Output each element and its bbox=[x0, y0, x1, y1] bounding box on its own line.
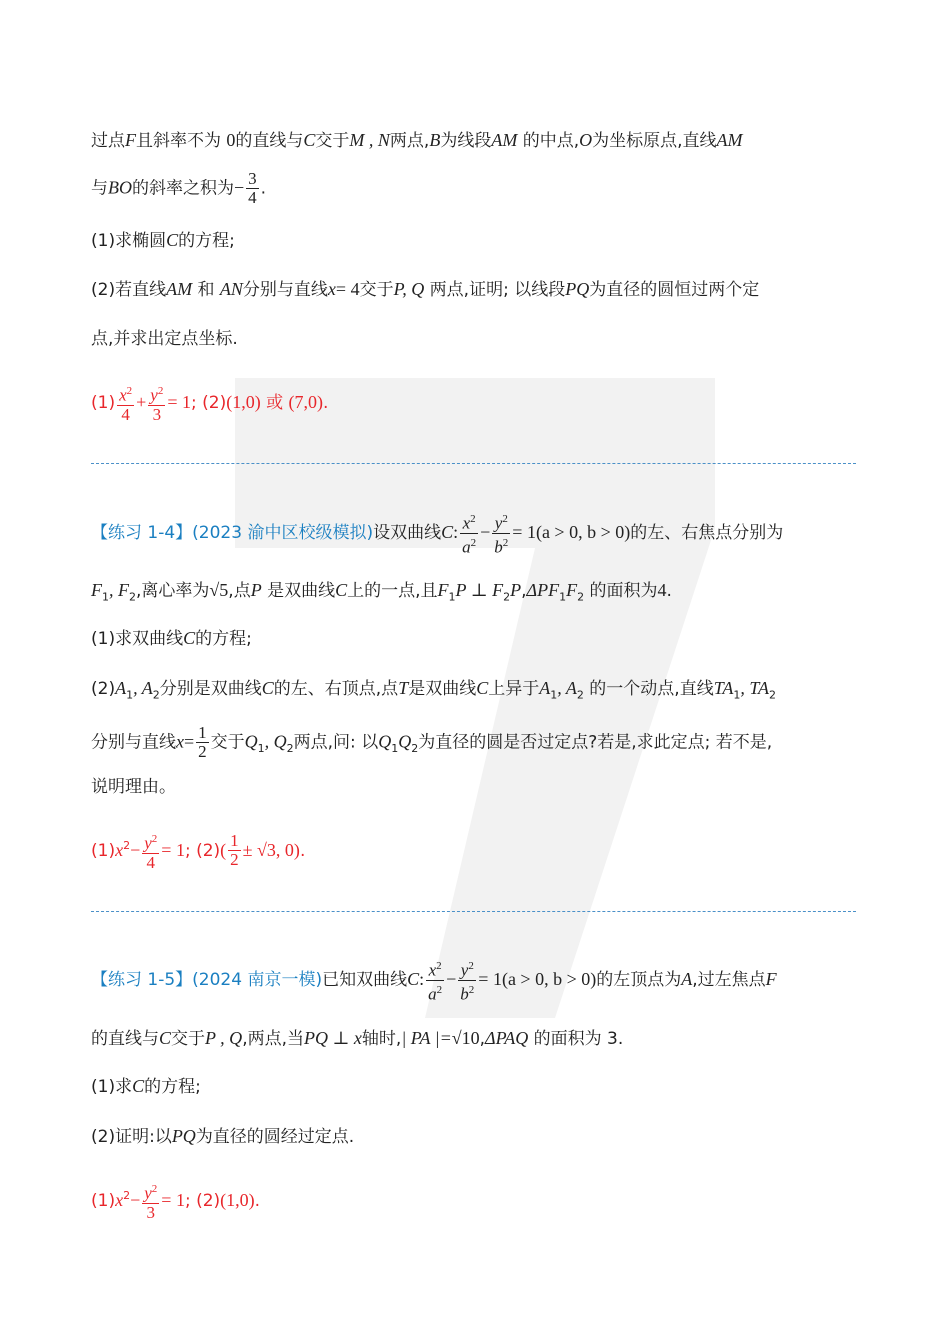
p3-question-1: (1)求C的方程; bbox=[91, 1076, 201, 1097]
p2-question-2: $(2)A_1$, $A_2$分别是双曲线C的左、右顶点,点T是双曲线C上异于$A_1$, $A_2$ 的一个动点,直线$TA_1$, $TA_2$ bbox=[91, 678, 777, 702]
p2-answer: $(1)x^2-$ $\frac{y^2}{4}$ = 1; (2)( $\frac{1}{2}$ ± √3, 0). bbox=[91, 831, 306, 872]
p2-question-1: (1)求双曲线C的方程; bbox=[91, 628, 252, 649]
divider-1 bbox=[91, 463, 856, 464]
divider-2 bbox=[91, 911, 856, 912]
p2-line-1: 【练习 1-4】(2023 渝中区校级模拟)设双曲线C: $\frac{x^2}{a^2}$ − $\frac{y^2}{b^2}$ = 1(a > 0, b > 0)的左、右焦点分别为 bbox=[91, 510, 866, 556]
p1-answer: (1) $\frac{x^2}{4}$ + $\frac{y^2}{3}$ = 1; (2)(1,0) 或 (7,0). bbox=[91, 382, 866, 424]
p2-line-2: $F_1$, $F_2$,离心率为√5,点P 是双曲线C上的一点,且$F_1P$ ⊥ $F_2P,\Delta PF_1F_2$ 的面积为4. bbox=[91, 580, 672, 604]
p3-answer: $(1)x^2-$ $\frac{y^2}{3}$ = 1; (2)(1,0). bbox=[91, 1180, 866, 1222]
p1-question-2: (2)若直线AM 和 AN分别与直线x= 4交于P, Q 两点,证明; 以线段PQ为直径的圆恒过两个定 bbox=[91, 279, 760, 300]
exercise-tag-1-5: 【练习 1-5】(2024 南京一模) bbox=[91, 970, 323, 991]
p3-line-1: 【练习 1-5】(2024 南京一模)已知双曲线C: $\frac{x^2}{a^2}$ − $\frac{y^2}{b^2}$ = 1(a > 0, b > 0)的左顶点为A,过左焦点F bbox=[91, 957, 866, 1003]
p1-line-1: 过点F且斜率不为 0的直线与C交于M , N两点,B为线段AM 的中点,O为坐标原点,直线AM bbox=[91, 130, 743, 151]
exercise-tag-1-4: 【练习 1-4】(2023 渝中区校级模拟) bbox=[91, 523, 374, 544]
p2-question-2-line-3: 说明理由。 bbox=[91, 777, 176, 797]
p1-line-2: 与BO的斜率之积为− $\frac{3}{4}$ . bbox=[91, 169, 267, 207]
p3-line-2: 的直线与C交于P , Q,两点,当PQ ⊥ x轴时,| PA |=√10,ΔPAQ 的面积为 3. bbox=[91, 1028, 624, 1049]
p1-question-1: (1)求椭圆C的方程; bbox=[91, 230, 235, 251]
p2-question-2-line-2: 分别与直线x= $\frac{1}{2}$ 交于$Q_1$, $Q_2$两点,问: 以$Q_1Q_2$为直径的圆是否过定点?若是,求此定点; 若不是, bbox=[91, 723, 773, 761]
p1-question-2-cont: 点,并求出定点坐标. bbox=[91, 329, 238, 349]
fraction-3-4: $\frac{3}{4}$ bbox=[248, 169, 257, 207]
p3-question-2: (2)证明:以PQ为直径的圆经过定点. bbox=[91, 1126, 355, 1147]
